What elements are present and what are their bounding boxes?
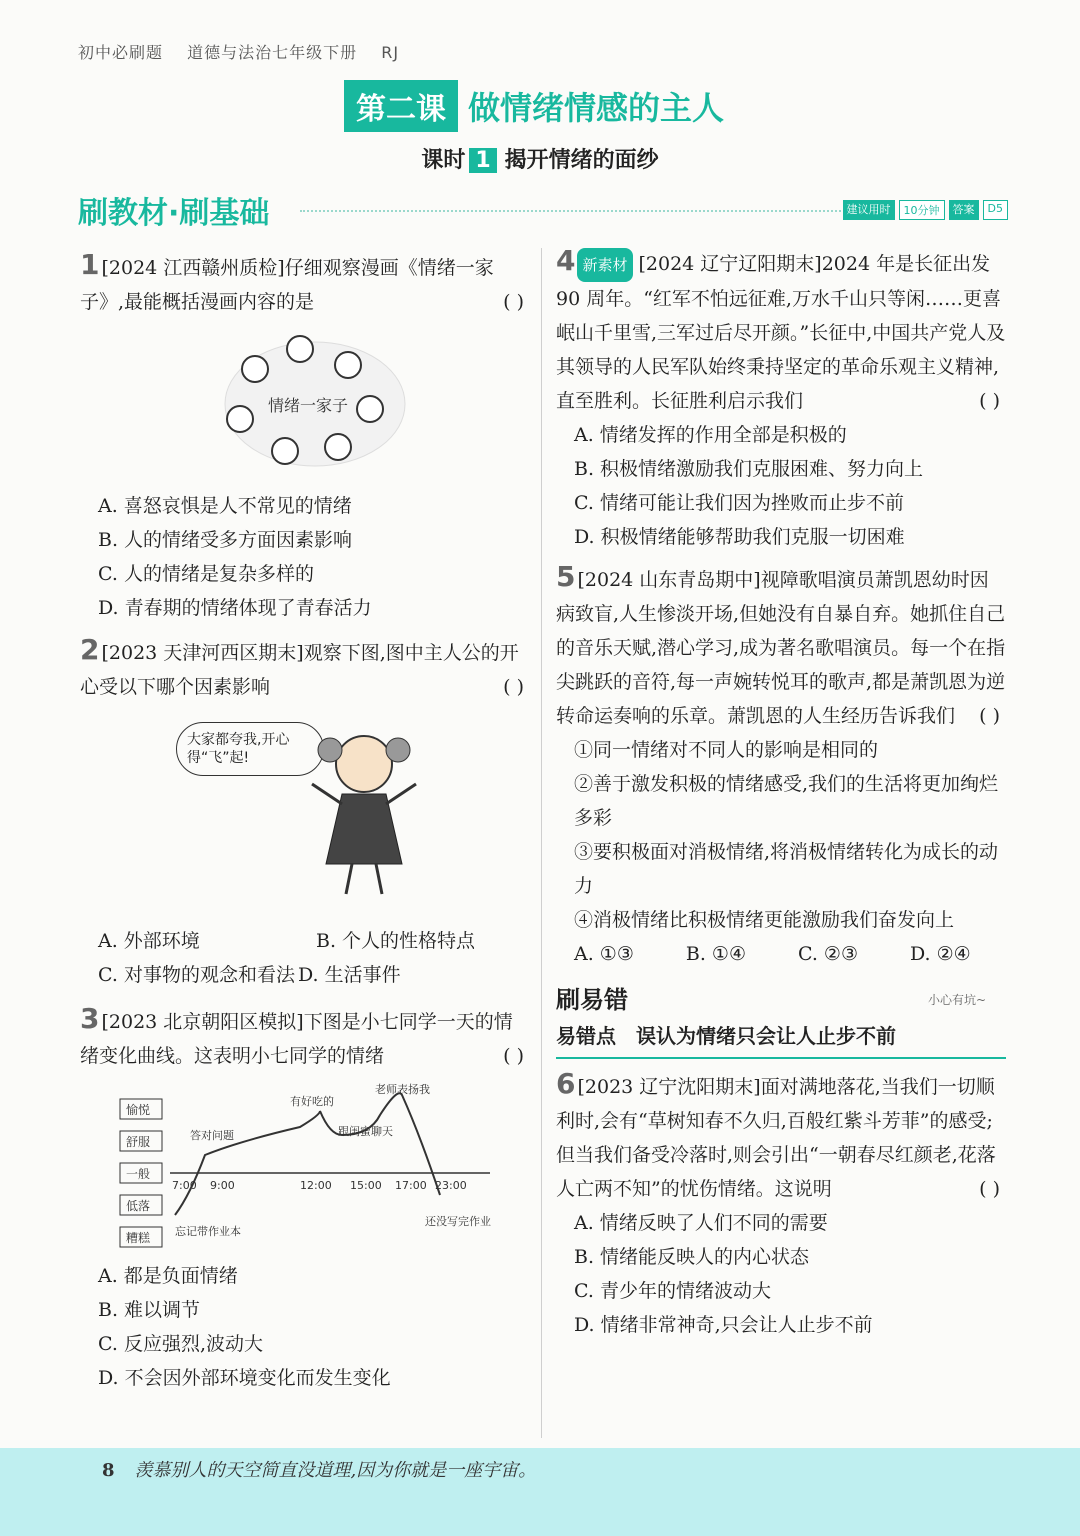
answer-bracket: ( ) xyxy=(979,705,1000,727)
answer-bracket: ( ) xyxy=(979,390,1000,412)
option-a: A. 外部环境 xyxy=(98,930,200,952)
options-row-1 xyxy=(80,924,530,958)
level-label: 一般 xyxy=(126,1167,151,1181)
band-divider xyxy=(300,210,880,216)
right-column xyxy=(556,244,1006,1342)
yicuo-title: 刷易错 xyxy=(556,986,628,1014)
question-number: 3 xyxy=(80,1002,100,1035)
emotion-curve-chart xyxy=(80,1075,530,1255)
option-c: C. 人的情绪是复杂多样的 xyxy=(98,563,314,585)
yicuo-section xyxy=(556,983,1006,1059)
lesson-title xyxy=(344,80,724,132)
question-number: 1 xyxy=(80,248,100,281)
subsection-name: 揭开情绪的面纱 xyxy=(504,148,659,173)
section-band xyxy=(78,188,1008,234)
option-d: D. 生活事件 xyxy=(298,964,401,986)
answer-bracket: ( ) xyxy=(979,1178,1000,1200)
speech-bubble: 大家都夸我,开心得“飞”起! xyxy=(176,722,324,776)
subsection-number: 1 xyxy=(469,148,496,173)
answer-bracket: ( ) xyxy=(503,1045,524,1067)
cartoon-emotion-family xyxy=(80,329,530,479)
question-3 xyxy=(80,1002,530,1395)
option-a: A. 情绪反映了人们不同的需要 xyxy=(574,1212,828,1234)
emotion-curve xyxy=(175,1093,440,1215)
time-tag: 建议用时 xyxy=(843,200,895,220)
option-b: B. 个人的性格特点 xyxy=(316,930,476,952)
option-c: C. 反应强烈,波动大 xyxy=(98,1333,263,1355)
column-divider xyxy=(541,248,542,1438)
question-number: 6 xyxy=(556,1067,576,1100)
option-d: D. 不会因外部环境变化而发生变化 xyxy=(98,1367,391,1389)
time-label: 7:00 xyxy=(172,1179,197,1192)
option-c: C. ②③ xyxy=(797,943,858,965)
option-b: B. 难以调节 xyxy=(98,1299,201,1321)
question-1 xyxy=(80,248,530,625)
page-footer xyxy=(0,1448,1080,1536)
question-number: 5 xyxy=(556,560,576,593)
time-label: 17:00 xyxy=(395,1179,427,1192)
option-b: B. 人的情绪受多方面因素影响 xyxy=(98,529,353,551)
question-2 xyxy=(80,633,530,992)
question-stem: [2024 江西赣州质检]仔细观察漫画《情绪一家子》,最能概括漫画内容的是 xyxy=(80,257,494,313)
option-d: D. 积极情绪能够帮助我们克服一切困难 xyxy=(574,526,905,548)
question-number: 4 xyxy=(556,244,576,277)
option-d: D. ②④ xyxy=(910,943,971,965)
band-tags xyxy=(843,200,1008,220)
statement-3: ③要积极面对消极情绪,将消极情绪转化为成长的动力 xyxy=(574,841,999,897)
book-name: 初中必刷题 xyxy=(78,43,164,62)
error-point: 易错点 误认为情绪只会让人止步不前 xyxy=(556,1019,1006,1059)
footer-motto: 羡慕别人的天空简直没道理,因为你就是一座宇宙。 xyxy=(134,1460,537,1481)
time-label: 9:00 xyxy=(210,1179,235,1192)
subsection-title xyxy=(0,143,1080,174)
option-b: B. 情绪能反映人的内心状态 xyxy=(574,1246,810,1268)
question-stem: [2023 辽宁沈阳期末]面对满地落花,当我们一切顺利时,会有“草树知春不久归,百般红紫斗芳菲”的感受;但当我们备受冷落时,则会引出“一朝春尽红颜老,花落人亡两不知”的忧伤情绪。这说明 xyxy=(556,1076,996,1200)
band-title: 刷教材·刷基础 xyxy=(78,196,270,231)
footer-text xyxy=(102,1456,536,1482)
girl-illustration xyxy=(80,714,530,914)
options-row xyxy=(574,937,1006,971)
option-a: A. 都是负面情绪 xyxy=(98,1265,238,1287)
time-label: 12:00 xyxy=(300,1179,332,1192)
question-4 xyxy=(556,244,1006,554)
time-label: 15:00 xyxy=(350,1179,382,1192)
event-label: 答对问题 xyxy=(190,1129,234,1142)
time-value: 10分钟 xyxy=(899,200,945,220)
running-header xyxy=(78,40,417,63)
option-a: A. ①③ xyxy=(574,943,634,965)
event-label: 还没写完作业 xyxy=(425,1215,491,1228)
lesson-name: 做情绪情感的主人 xyxy=(468,89,725,127)
subject-name: 道德与法治七年级下册 xyxy=(187,43,358,62)
statement-2: ②善于激发积极的情绪感受,我们的生活将更加绚烂多彩 xyxy=(574,773,999,829)
option-c: C. 情绪可能让我们因为挫败而止步不前 xyxy=(574,492,904,514)
option-b: B. 积极情绪激励我们克服困难、努力向上 xyxy=(574,458,924,480)
question-stem: [2023 天津河西区期末]观察下图,图中主人公的开心受以下哪个因素影响 xyxy=(80,642,519,698)
new-material-badge: 新素材 xyxy=(577,248,632,282)
question-number: 2 xyxy=(80,633,100,666)
option-c: C. 青少年的情绪波动大 xyxy=(574,1280,771,1302)
question-stem: [2024 辽宁辽阳期末]2024 年是长征出发 90 周年。“红军不怕远征难,万水千山只等闲……更喜岷山千里雪,三军过后尽开颜。”长征中,中国共产党人及其领导的人民军队始终秉持坚定的革命乐观主义精神,直至胜利。长征胜利启示我们 xyxy=(556,253,1006,412)
option-c: C. 对事物的观念和看法 xyxy=(98,964,295,986)
option-d: D. 情绪非常神奇,只会让人止步不前 xyxy=(574,1314,873,1336)
illus-label: 情绪一家子 xyxy=(268,396,349,415)
emotion-faces-illustration xyxy=(80,329,530,479)
event-label: 跟闺蜜聊天 xyxy=(338,1125,393,1138)
left-column xyxy=(80,248,530,1395)
answer-bracket: ( ) xyxy=(503,291,524,313)
option-b: B. ①④ xyxy=(685,943,746,965)
time-label: 23:00 xyxy=(435,1179,467,1192)
subsection-prefix: 课时 xyxy=(421,148,466,173)
page-number: 8 xyxy=(102,1460,115,1481)
option-d: D. 青春期的情绪体现了青春活力 xyxy=(98,597,372,619)
question-5 xyxy=(556,560,1006,971)
option-a: A. 情绪发挥的作用全部是积极的 xyxy=(574,424,847,446)
question-stem: [2024 山东青岛期中]视障歌唱演员萧凯恩幼时因病致盲,人生惨淡开场,但她没有自暴自弃。她抓住自己的音乐天赋,潜心学习,成为著名歌唱演员。每一个在指尖跳跃的音符,每一声婉转悦耳的歌声,都是萧凯恩为逆转命运奏响的乐章。萧凯恩的人生经历告诉我们 xyxy=(556,569,1006,727)
option-a: A. 喜怒哀惧是人不常见的情绪 xyxy=(98,495,352,517)
event-label: 有好吃的 xyxy=(290,1095,334,1108)
question-6 xyxy=(556,1067,1006,1342)
answer-tag: 答案 xyxy=(949,200,979,220)
event-label: 老师表扬我 xyxy=(375,1083,430,1096)
statement-4: ④消极情绪比积极情绪更能激励我们奋发向上 xyxy=(574,909,955,931)
level-label: 糟糕 xyxy=(126,1231,151,1245)
answer-bracket: ( ) xyxy=(503,676,524,698)
yicuo-hint: 小心有坑~ xyxy=(927,993,986,1007)
event-label: 忘记带作业本 xyxy=(175,1225,241,1238)
answer-page: D5 xyxy=(983,200,1008,220)
level-label: 舒服 xyxy=(126,1135,151,1149)
options-row-2 xyxy=(80,958,530,992)
question-stem: [2023 北京朝阳区模拟]下图是小七同学一天的情绪变化曲线。这表明小七同学的情绪 xyxy=(80,1011,513,1067)
level-label: 愉悦 xyxy=(126,1103,151,1117)
level-label: 低落 xyxy=(126,1199,151,1213)
girl-figure xyxy=(80,714,530,914)
edition: RJ xyxy=(381,43,400,62)
statement-1: ①同一情绪对不同人的影响是相同的 xyxy=(574,739,879,761)
lesson-tag: 第二课 xyxy=(344,80,458,132)
